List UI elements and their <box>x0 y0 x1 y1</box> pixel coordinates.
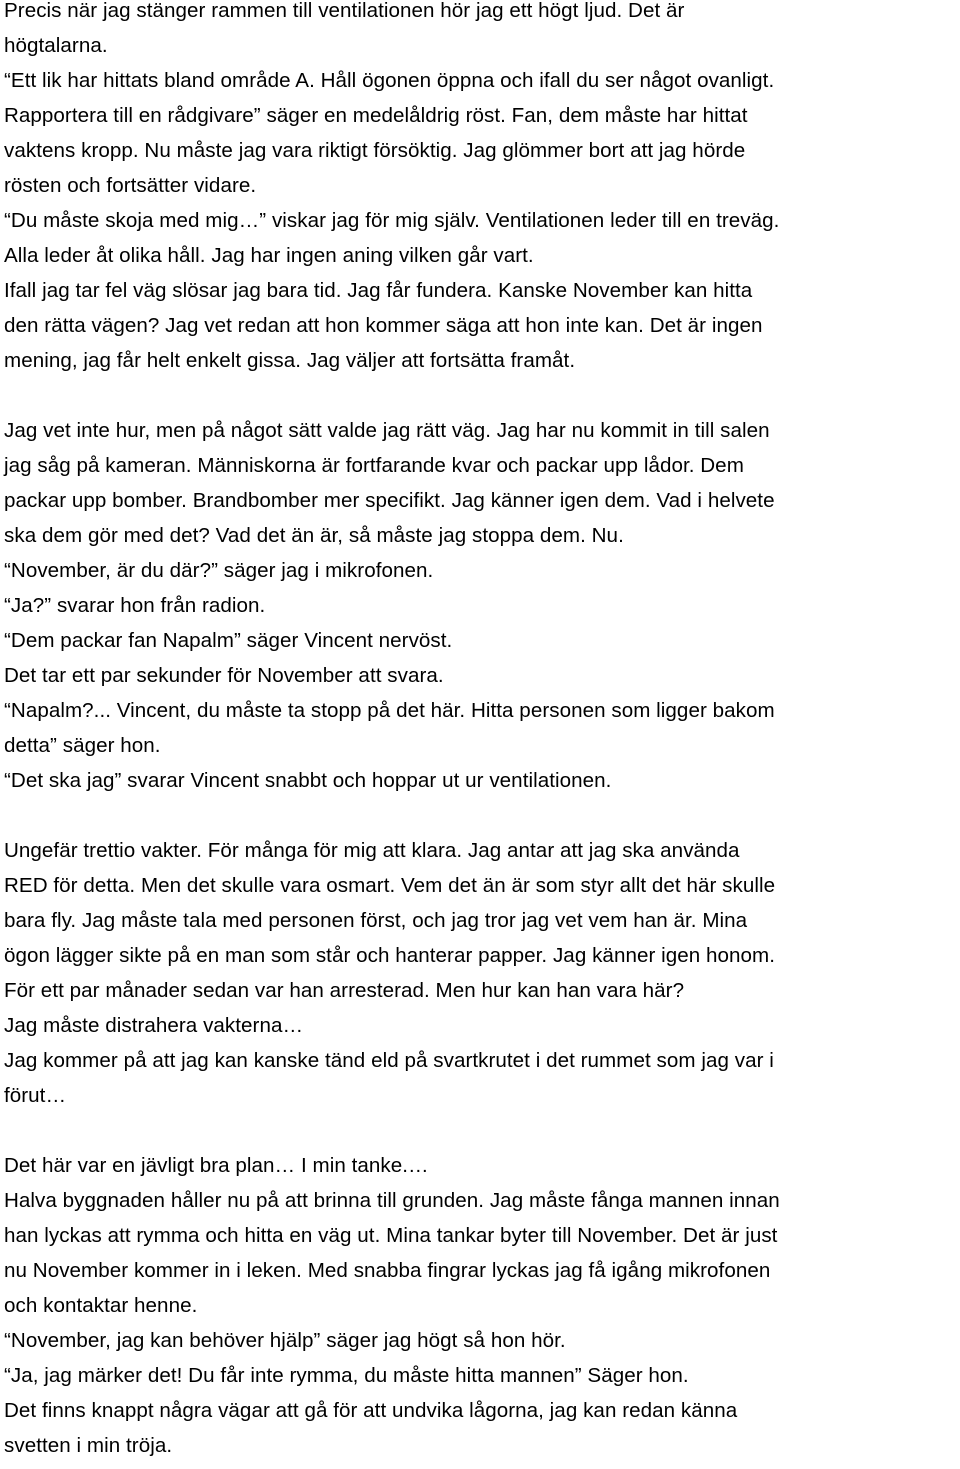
text-line: “Dem packar fan Napalm” säger Vincent nervöst. <box>4 629 453 652</box>
text-line: han lyckas att rymma och hitta en väg ut. Mina tankar byter till November. Det är just <box>4 1224 778 1247</box>
paragraph-gap <box>4 1113 956 1148</box>
text-line: Jag måste distrahera vakterna… <box>4 1014 304 1037</box>
text-line: Halva byggnaden håller nu på att brinna till grunden. Jag måste fånga mannen innan <box>4 1189 780 1212</box>
text-line: nu November kommer in i leken. Med snabba fingrar lyckas jag få igång mikrofonen <box>4 1259 771 1282</box>
document-page <box>4 0 956 1463</box>
text-line: högtalarna. <box>4 34 108 57</box>
text-line: ska dem gör med det? Vad det än är, så måste jag stoppa dem. Nu. <box>4 524 624 547</box>
paragraph-hall <box>4 413 956 798</box>
text-line: För ett par månader sedan var han arresterad. Men hur kan han vara här? <box>4 979 685 1002</box>
text-line: Rapportera till en rådgivare” säger en medelåldrig röst. Fan, dem måste har hittat <box>4 104 748 127</box>
text-line: Precis när jag stänger rammen till ventilationen hör jag ett högt ljud. Det är <box>4 0 685 22</box>
text-line: Alla leder åt olika håll. Jag har ingen aning vilken går vart. <box>4 244 534 267</box>
text-line: “Det ska jag” svarar Vincent snabbt och hoppar ut ur ventilationen. <box>4 769 612 792</box>
text-line: och kontaktar henne. <box>4 1294 198 1317</box>
text-line: packar upp bomber. Brandbomber mer specifikt. Jag känner igen dem. Vad i helvete <box>4 489 775 512</box>
text-line: svetten i min tröja. <box>4 1434 173 1457</box>
text-line: bara fly. Jag måste tala med personen först, och jag tror jag vet vem han är. Mina <box>4 909 748 932</box>
text-line: Ungefär trettio vakter. För många för mig att klara. Jag antar att jag ska använda <box>4 839 740 862</box>
text-line: ögon lägger sikte på en man som står och hanterar papper. Jag känner igen honom. <box>4 944 776 967</box>
text-line: rösten och fortsätter vidare. <box>4 174 257 197</box>
text-line: den rätta vägen? Jag vet redan att hon kommer säga att hon inte kan. Det är ingen <box>4 314 763 337</box>
text-line: “Ja, jag märker det! Du får inte rymma, du måste hitta mannen” Säger hon. <box>4 1364 689 1387</box>
text-line: “November, är du där?” säger jag i mikrofonen. <box>4 559 434 582</box>
text-line: mening, jag får helt enkelt gissa. Jag väljer att fortsätta framåt. <box>4 349 576 372</box>
paragraph-fire <box>4 1148 956 1463</box>
text-line: “Du måste skoja med mig…” viskar jag för mig själv. Ventilationen leder till en treväg. <box>4 209 780 232</box>
text-line: Ifall jag tar fel väg slösar jag bara tid. Jag får fundera. Kanske November kan hitta <box>4 279 753 302</box>
text-line: “Ett lik har hittats bland område A. Håll ögonen öppna och ifall du ser något ovanligt. <box>4 69 775 92</box>
paragraph-guards <box>4 833 956 1113</box>
text-line: Jag vet inte hur, men på något sätt valde jag rätt väg. Jag har nu kommit in till salen <box>4 419 770 442</box>
text-line: förut… <box>4 1084 67 1107</box>
paragraph-gap <box>4 798 956 833</box>
text-line: vaktens kropp. Nu måste jag vara riktigt försöktig. Jag glömmer bort att jag hörde <box>4 139 746 162</box>
text-line: Jag kommer på att jag kan kanske tänd eld på svartkrutet i det rummet som jag var i <box>4 1049 774 1072</box>
text-line: “Napalm?... Vincent, du måste ta stopp på det här. Hitta personen som ligger bakom <box>4 699 775 722</box>
paragraph-ventilation <box>4 0 956 378</box>
text-line: RED för detta. Men det skulle vara osmart. Vem det än är som styr allt det här skulle <box>4 874 776 897</box>
text-line: “November, jag kan behöver hjälp” säger jag högt så hon hör. <box>4 1329 566 1352</box>
text-line: “Ja?” svarar hon från radion. <box>4 594 266 617</box>
text-line: Det finns knappt några vägar att gå för att undvika lågorna, jag kan redan känna <box>4 1399 738 1422</box>
text-line: detta” säger hon. <box>4 734 161 757</box>
text-line: Det här var en jävligt bra plan… I min tanke.… <box>4 1154 429 1177</box>
paragraph-gap <box>4 378 956 413</box>
text-line: jag såg på kameran. Människorna är fortfarande kvar och packar upp lådor. Dem <box>4 454 744 477</box>
text-line: Det tar ett par sekunder för November att svara. <box>4 664 444 687</box>
